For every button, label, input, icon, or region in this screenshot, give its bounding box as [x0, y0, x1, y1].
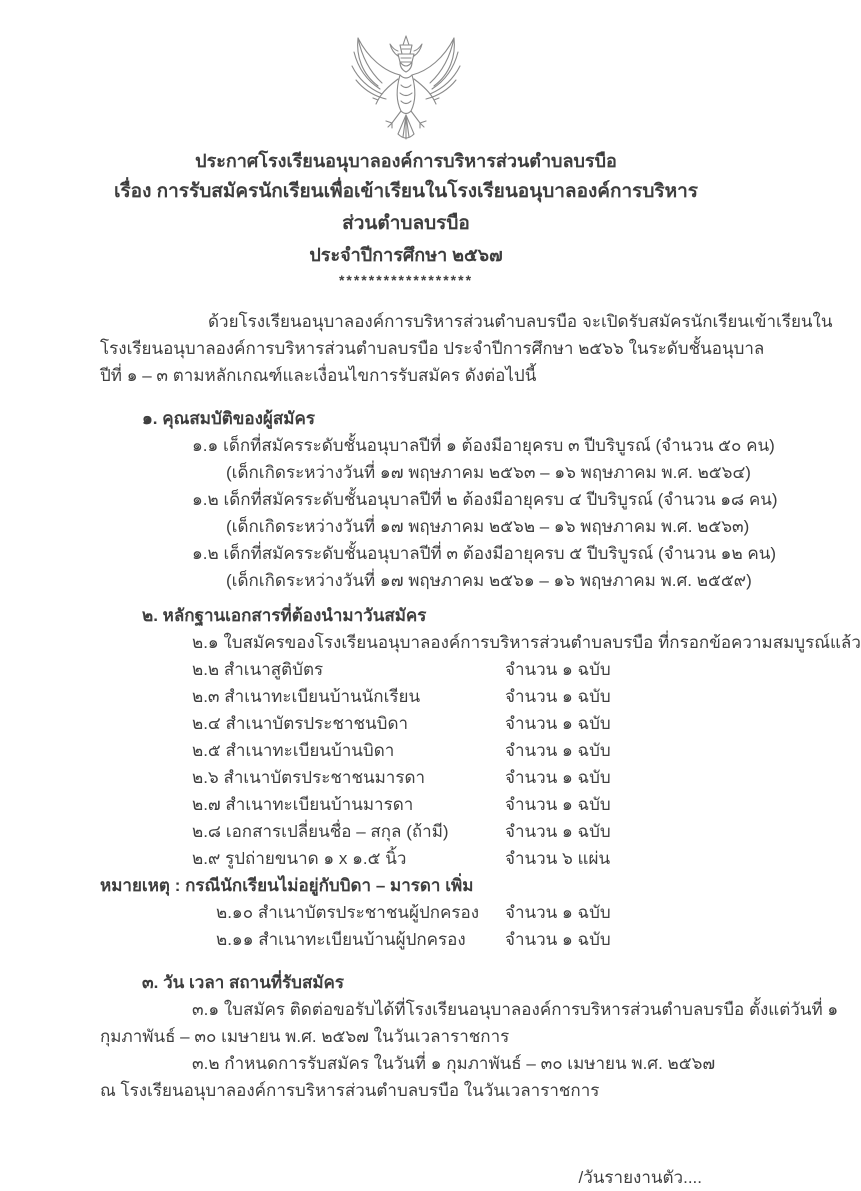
doc-qty: จำนวน ๑ ฉบับ: [505, 903, 611, 922]
doc-row-2-11: [216, 926, 712, 953]
section1-item-1-sub: (เด็กเกิดระหว่างวันที่ ๑๗ พฤษภาคม ๒๕๖๓ – ๑๖ พฤษภาคม พ.ศ. ๒๕๖๔): [226, 463, 751, 482]
section2-item-1: ๒.๑ ใบสมัครของโรงเรียนอนุบาลองค์การบริหารส่วนตำบลบรบือ ที่กรอกข้อความสมบูรณ์แล้ว: [192, 633, 861, 652]
section3-item-1-line2: กุมภาพันธ์ – ๓๐ เมษายน พ.ศ. ๒๕๖๗ ในวันเวลาราชการ: [100, 1027, 510, 1046]
doc-qty: จำนวน ๑ ฉบับ: [505, 768, 611, 787]
section3-heading: ๓. วัน เวลา สถานที่รับสมัคร: [142, 973, 345, 992]
doc-qty: จำนวน ๑ ฉบับ: [505, 714, 611, 733]
section2-heading: ๒. หลักฐานเอกสารที่ต้องนำมาวันสมัคร: [142, 606, 427, 625]
doc-row-2-6: [192, 764, 712, 791]
garuda-emblem: [100, 34, 712, 144]
doc-qty: จำนวน ๑ ฉบับ: [505, 795, 611, 814]
intro-paragraph: [100, 308, 833, 389]
next-page-marker: /วันรายงานตัว....: [578, 1168, 702, 1187]
doc-row-2-8: [192, 818, 712, 845]
section1-item-2: ๑.๒ เด็กที่สมัครระดับชั้นอนุบาลปีที่ ๒ ต้องมีอายุครบ ๔ ปีบริบูรณ์ (จำนวน ๑๘ คน): [192, 490, 778, 509]
doc-label: ๒.๘ เอกสารเปลี่ยนชื่อ – สกุล (ถ้ามี): [192, 822, 449, 841]
doc-label: ๒.๒ สำเนาสูติบัตร: [192, 660, 324, 679]
garuda-emblem-graphic: [348, 34, 464, 142]
doc-label: ๒.๕ สำเนาทะเบียนบ้านบิดา: [192, 741, 395, 760]
section3-item-2-line2: ณ โรงเรียนอนุบาลองค์การบริหารส่วนตำบลบรบือ ในวันเวลาราชการ: [100, 1081, 600, 1100]
doc-qty: จำนวน ๑ ฉบับ: [505, 930, 611, 949]
doc-label: ๒.๑๑ สำเนาทะเบียนบ้านผู้ปกครอง: [216, 930, 466, 949]
doc-row-2-3: [192, 683, 712, 710]
doc-row-2-10: [216, 899, 712, 926]
doc-label: ๒.๓ สำเนาทะเบียนบ้านนักเรียน: [192, 687, 421, 706]
academic-year-line: ประจำปีการศึกษา ๒๕๖๗: [309, 245, 503, 265]
announcement-title: ประกาศโรงเรียนอนุบาลองค์การบริหารส่วนตำบลบรบือ: [195, 151, 617, 171]
section1-item-3: ๑.๒ เด็กที่สมัครระดับชั้นอนุบาลปีที่ ๓ ต้องมีอายุครบ ๕ ปีบริบูรณ์ (จำนวน ๑๒ คน): [192, 544, 777, 563]
intro-line-2: โรงเรียนอนุบาลองค์การบริหารส่วนตำบลบรบือ ประจำปีการศึกษา ๒๕๖๖ ในระดับชั้นอนุบาล: [100, 339, 765, 358]
doc-label: ๒.๑๐ สำเนาบัตรประชาชนผู้ปกครอง: [216, 903, 480, 922]
note-heading: หมายเหตุ : กรณีนักเรียนไม่อยู่กับบิดา – มารดา เพิ่ม: [100, 876, 474, 895]
doc-row-2-5: [192, 737, 712, 764]
doc-label: ๒.๙ รูปถ่ายขนาด ๑ x ๑.๕ นิ้ว: [192, 849, 407, 868]
announcement-subject: เรื่อง การรับสมัครนักเรียนเพื่อเข้าเรียนในโรงเรียนอนุบาลองค์การบริหารส่วนตำบลบรบือ: [113, 181, 699, 234]
section1-item-2-sub: (เด็กเกิดระหว่างวันที่ ๑๗ พฤษภาคม ๒๕๖๒ – ๑๖ พฤษภาคม พ.ศ. ๒๕๖๓): [226, 517, 750, 536]
doc-qty: จำนวน ๑ ฉบับ: [505, 687, 611, 706]
doc-qty: จำนวน ๑ ฉบับ: [505, 822, 611, 841]
doc-label: ๒.๗ สำเนาทะเบียนบ้านมารดา: [192, 795, 414, 814]
doc-label: ๒.๖ สำเนาบัตรประชาชนมารดา: [192, 768, 426, 787]
asterisk-divider: ******************: [338, 272, 474, 288]
section1-item-1: ๑.๑ เด็กที่สมัครระดับชั้นอนุบาลปีที่ ๑ ต้องมีอายุครบ ๓ ปีบริบูรณ์ (จำนวน ๕๐ คน): [192, 436, 775, 455]
section1-heading: ๑. คุณสมบัติของผู้สมัคร: [142, 409, 315, 428]
doc-qty: จำนวน ๑ ฉบับ: [505, 660, 611, 679]
doc-row-2-9: [192, 845, 712, 872]
section3-item-2-line1: ๓.๒ กำหนดการรับสมัคร ในวันที่ ๑ กุมภาพันธ์ – ๓๐ เมษายน พ.ศ. ๒๕๖๗: [192, 1054, 716, 1073]
doc-label: ๒.๔ สำเนาบัตรประชาชนบิดา: [192, 714, 409, 733]
section1-item-3-sub: (เด็กเกิดระหว่างวันที่ ๑๗ พฤษภาคม ๒๕๖๑ – ๑๖ พฤษภาคม พ.ศ. ๒๕๕๙): [226, 571, 752, 590]
intro-line-1: ด้วยโรงเรียนอนุบาลองค์การบริหารส่วนตำบลบรบือ จะเปิดรับสมัครนักเรียนเข้าเรียนใน: [208, 312, 833, 331]
doc-row-2-2: [192, 656, 712, 683]
doc-qty: จำนวน ๖ แผ่น: [505, 849, 611, 868]
doc-row-2-7: [192, 791, 712, 818]
intro-line-3: ปีที่ ๑ – ๓ ตามหลักเกณฑ์และเงื่อนไขการรับสมัคร ดังต่อไปนี้: [100, 366, 537, 385]
section3-item-1-line1: ๓.๑ ใบสมัคร ติดต่อขอรับได้ที่โรงเรียนอนุบาลองค์การบริหารส่วนตำบลบรบือ ตั้งแต่วันที่ ๑: [192, 1000, 839, 1019]
doc-qty: จำนวน ๑ ฉบับ: [505, 741, 611, 760]
doc-row-2-4: [192, 710, 712, 737]
